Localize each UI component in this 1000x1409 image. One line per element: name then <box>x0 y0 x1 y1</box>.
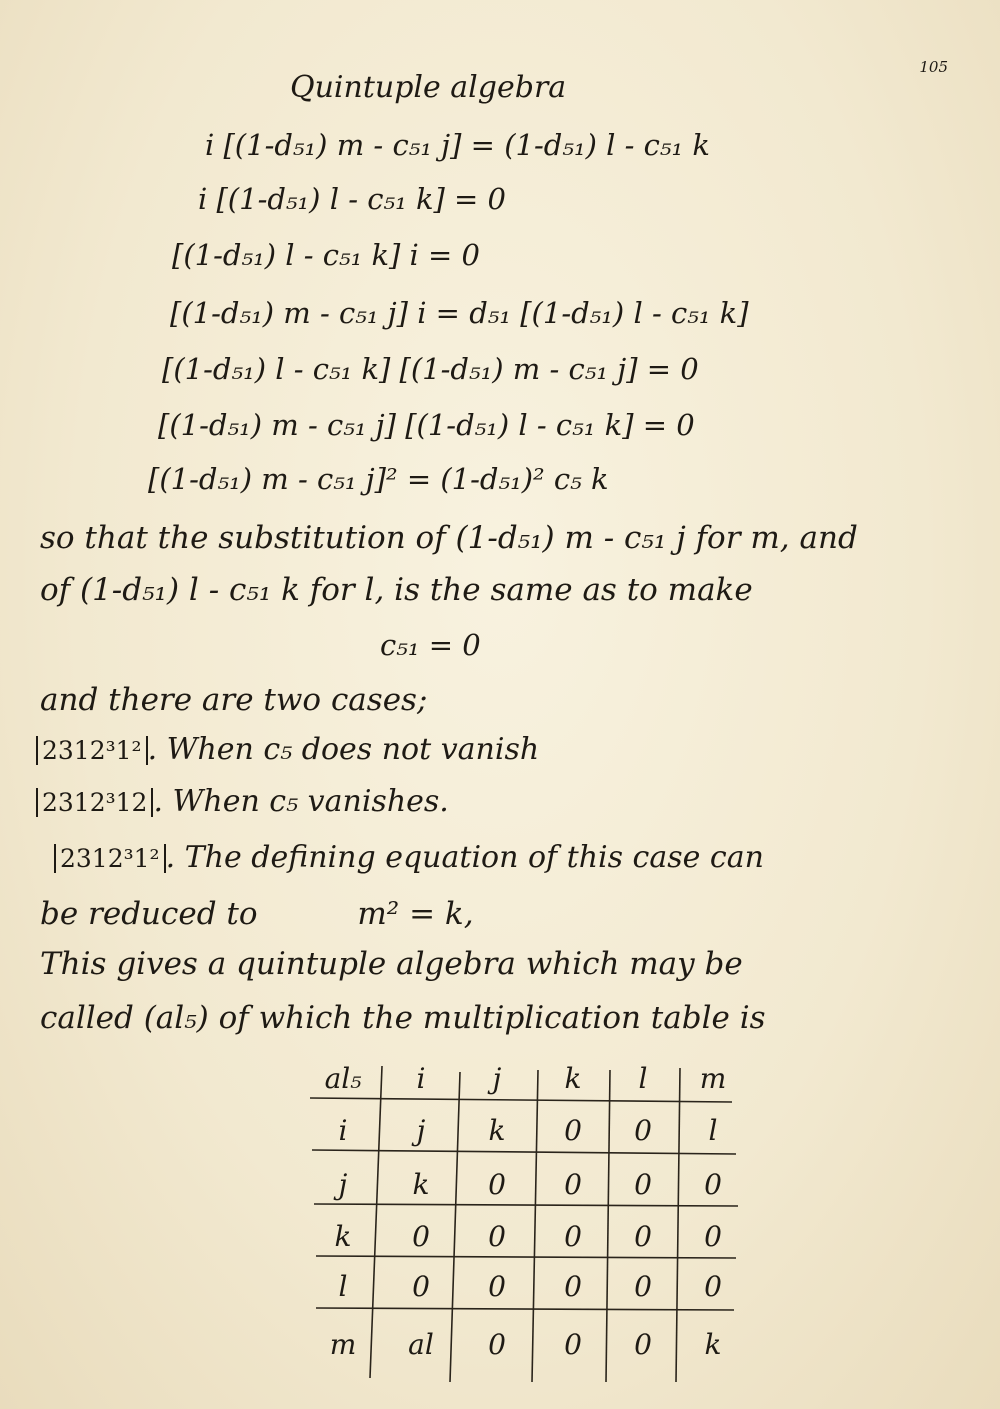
table-cell: 0 <box>412 1270 430 1303</box>
equation-4: [(1-d₅₁) m - c₅₁ j] i = d₅₁ [(1-d₅₁) l - c₅₁ k] <box>170 296 749 330</box>
multiplication-table <box>300 1058 740 1388</box>
paragraph-text-1: . The defining equation of this case can <box>165 840 764 875</box>
table-cell: k <box>704 1328 722 1361</box>
equation-3: [(1-d₅₁) l - c₅₁ k] i = 0 <box>172 238 481 272</box>
paragraph-line-4: called (al₅) of which the multiplication table is <box>40 1000 766 1036</box>
case-1 <box>36 732 539 767</box>
table-cell: 0 <box>564 1220 582 1253</box>
table-header-i: i <box>416 1062 426 1095</box>
paragraph-equation: m² = k, <box>357 896 474 932</box>
table-cell: 0 <box>704 1168 722 1201</box>
row-label: j <box>338 1168 348 1201</box>
table-header-j: j <box>492 1062 502 1095</box>
table-cell: 0 <box>564 1270 582 1303</box>
table-cell: 0 <box>488 1270 506 1303</box>
case-2-text: . When c₅ vanishes. <box>153 784 449 819</box>
centered-equation: c₅₁ = 0 <box>380 628 481 662</box>
table-cell: 0 <box>488 1220 506 1253</box>
text-line-1: so that the substitution of (1-d₅₁) m - c₅₁ j for m, and <box>40 520 858 556</box>
table-cell: 0 <box>564 1114 582 1147</box>
table-cell: 0 <box>488 1328 506 1361</box>
table-header-k: k <box>564 1062 582 1095</box>
case-2-label: 2312³12 <box>36 788 153 817</box>
table-cell: al <box>408 1328 434 1361</box>
paragraph-line-1 <box>54 840 764 875</box>
row-label: i <box>338 1114 348 1147</box>
equation-6: [(1-d₅₁) m - c₅₁ j] [(1-d₅₁) l - c₅₁ k] = 0 <box>158 408 695 442</box>
paragraph-label: 2312³1² <box>54 844 166 873</box>
table-cell: j <box>416 1114 426 1147</box>
table-cell: 0 <box>564 1168 582 1201</box>
paragraph-text-2: be reduced to <box>40 896 258 932</box>
page-title: Quintuple algebra <box>290 70 567 105</box>
paragraph-line-3: This gives a quintuple algebra which may be <box>40 946 743 982</box>
row-label: k <box>334 1220 352 1253</box>
table-cell: k <box>412 1168 430 1201</box>
table-cell: 0 <box>488 1168 506 1201</box>
table-header-m: m <box>699 1062 727 1095</box>
table-cell: 0 <box>634 1114 652 1147</box>
table-corner-label: al₅ <box>324 1062 362 1095</box>
table-cell: 0 <box>412 1220 430 1253</box>
case-1-label: 2312³1² <box>36 736 148 765</box>
cases-intro: and there are two cases; <box>40 682 428 718</box>
table-cell: 0 <box>704 1270 722 1303</box>
case-2 <box>36 784 449 819</box>
page-number: 105 <box>919 58 948 76</box>
text-line-2: of (1-d₅₁) l - c₅₁ k for l, is the same as to make <box>40 572 753 608</box>
equation-1: i [(1-d₅₁) m - c₅₁ j] = (1-d₅₁) l - c₅₁ k <box>205 128 710 162</box>
table-cell: k <box>488 1114 506 1147</box>
table-cell: 0 <box>634 1220 652 1253</box>
table-cell: 0 <box>634 1328 652 1361</box>
equation-2: i [(1-d₅₁) l - c₅₁ k] = 0 <box>198 182 507 216</box>
row-label: m <box>329 1328 357 1361</box>
table-cell: 0 <box>704 1220 722 1253</box>
table-header-l: l <box>638 1062 648 1095</box>
row-label: l <box>338 1270 348 1303</box>
table-cell: l <box>708 1114 718 1147</box>
equation-7: [(1-d₅₁) m - c₅₁ j]² = (1-d₅₁)² c₅ k <box>148 462 609 496</box>
table-cell: 0 <box>634 1168 652 1201</box>
paragraph-line-2 <box>40 896 474 932</box>
equation-5: [(1-d₅₁) l - c₅₁ k] [(1-d₅₁) m - c₅₁ j] = 0 <box>162 352 699 386</box>
table-cell: 0 <box>564 1328 582 1361</box>
case-1-text: . When c₅ does not vanish <box>147 732 540 767</box>
table-cell: 0 <box>634 1270 652 1303</box>
